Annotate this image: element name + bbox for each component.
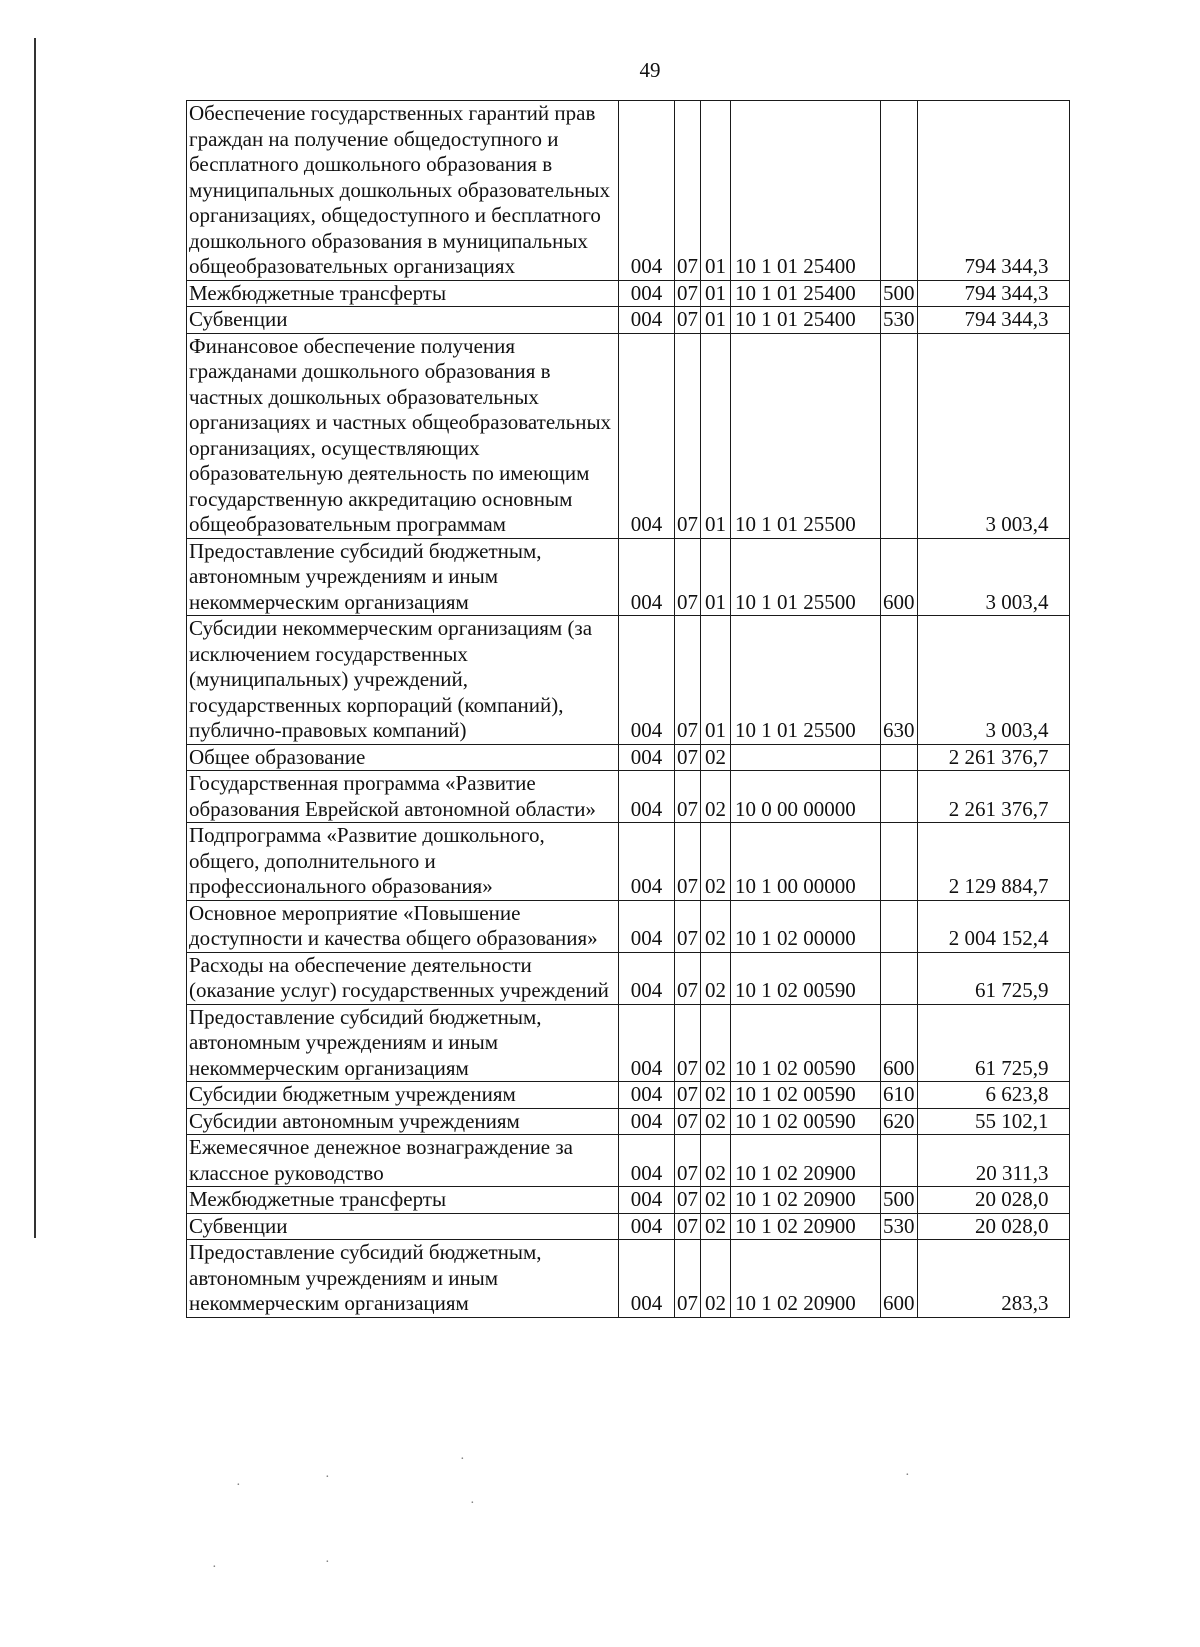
row-name: Предоставление субсидий бюджетным, автономным учреждениям и иным некоммерческим организациям: [187, 1004, 619, 1082]
scan-noise: ·: [905, 1468, 910, 1483]
scan-noise: ·: [470, 1496, 475, 1511]
row-subsection-code: 02: [701, 900, 731, 952]
row-target-article: 10 1 02 20900: [731, 1187, 881, 1214]
row-section-code: 07: [675, 1135, 701, 1187]
table-row: [187, 1108, 1070, 1135]
row-ministry-code: 004: [619, 1187, 675, 1214]
row-subsection-code: 02: [701, 1004, 731, 1082]
row-expense-type: [881, 101, 918, 281]
row-subsection-code: 01: [701, 333, 731, 538]
row-ministry-code: 004: [619, 616, 675, 745]
row-amount: 2 004 152,4: [917, 900, 1069, 952]
scan-noise: ·: [325, 1470, 330, 1485]
row-amount: 794 344,3: [917, 101, 1069, 281]
row-name: Субвенции: [187, 307, 619, 334]
row-section-code: 07: [675, 823, 701, 901]
row-subsection-code: 01: [701, 538, 731, 616]
table-row: [187, 616, 1070, 745]
row-expense-type: [881, 952, 918, 1004]
row-amount: 6 623,8: [917, 1082, 1069, 1109]
row-ministry-code: 004: [619, 744, 675, 771]
row-name: Субсидии автономным учреждениям: [187, 1108, 619, 1135]
row-section-code: 07: [675, 333, 701, 538]
table-row: [187, 538, 1070, 616]
row-amount: 2 129 884,7: [917, 823, 1069, 901]
row-amount: 794 344,3: [917, 280, 1069, 307]
row-name: Подпрограмма «Развитие дошкольного, общего, дополнительного и профессионального образования»: [187, 823, 619, 901]
table-row: [187, 771, 1070, 823]
row-name: Основное мероприятие «Повышение доступности и качества общего образования»: [187, 900, 619, 952]
table-row: [187, 101, 1070, 281]
scan-margin-line: [34, 38, 36, 1238]
row-section-code: 07: [675, 616, 701, 745]
row-subsection-code: 01: [701, 280, 731, 307]
table-row: [187, 333, 1070, 538]
row-target-article: 10 1 01 25400: [731, 101, 881, 281]
table-row: [187, 280, 1070, 307]
table-row: [187, 823, 1070, 901]
page-number: 49: [639, 58, 661, 82]
row-amount: 61 725,9: [917, 1004, 1069, 1082]
row-section-code: 07: [675, 744, 701, 771]
table-row: [187, 1082, 1070, 1109]
row-name: Государственная программа «Развитие образования Еврейской автономной области»: [187, 771, 619, 823]
row-amount: 794 344,3: [917, 307, 1069, 334]
row-expense-type: 600: [881, 1240, 918, 1318]
row-name: Субсидии бюджетным учреждениям: [187, 1082, 619, 1109]
row-expense-type: [881, 900, 918, 952]
row-target-article: 10 1 01 25400: [731, 307, 881, 334]
scan-noise: ·: [460, 1452, 465, 1467]
row-name: Межбюджетные трансферты: [187, 1187, 619, 1214]
row-expense-type: 530: [881, 1213, 918, 1240]
row-ministry-code: 004: [619, 823, 675, 901]
row-section-code: 07: [675, 1187, 701, 1214]
row-target-article: 10 1 02 00590: [731, 1004, 881, 1082]
row-subsection-code: 02: [701, 1135, 731, 1187]
row-name: Предоставление субсидий бюджетным, автономным учреждениям и иным некоммерческим организациям: [187, 1240, 619, 1318]
row-expense-type: 500: [881, 1187, 918, 1214]
row-name: Общее образование: [187, 744, 619, 771]
row-section-code: 07: [675, 1213, 701, 1240]
row-target-article: [731, 744, 881, 771]
table-row: [187, 1187, 1070, 1214]
row-ministry-code: 004: [619, 1135, 675, 1187]
row-subsection-code: 02: [701, 1213, 731, 1240]
row-section-code: 07: [675, 280, 701, 307]
row-section-code: 07: [675, 307, 701, 334]
budget-table: [186, 100, 1070, 1318]
row-subsection-code: 01: [701, 101, 731, 281]
row-section-code: 07: [675, 1004, 701, 1082]
row-target-article: 10 1 02 20900: [731, 1240, 881, 1318]
row-name: Финансовое обеспечение получения гражданами дошкольного образования в частных дошкольных образовательных организациях и частных общеобразовательных организациях, осуществляющих образовательную деятельность по имеющим государственную аккредитацию основным общеобразовательным программам: [187, 333, 619, 538]
table-row: [187, 900, 1070, 952]
row-name: Ежемесячное денежное вознаграждение за классное руководство: [187, 1135, 619, 1187]
row-amount: 20 028,0: [917, 1213, 1069, 1240]
row-subsection-code: 02: [701, 744, 731, 771]
table-body: [187, 101, 1070, 1318]
row-amount: 2 261 376,7: [917, 744, 1069, 771]
row-target-article: 10 1 01 25400: [731, 280, 881, 307]
scan-noise: ·: [236, 1478, 241, 1493]
row-subsection-code: 02: [701, 1240, 731, 1318]
table-row: [187, 1004, 1070, 1082]
row-ministry-code: 004: [619, 1240, 675, 1318]
table-row: [187, 1240, 1070, 1318]
row-target-article: 10 1 02 00590: [731, 1082, 881, 1109]
row-ministry-code: 004: [619, 952, 675, 1004]
row-expense-type: [881, 823, 918, 901]
row-ministry-code: 004: [619, 1082, 675, 1109]
row-expense-type: [881, 771, 918, 823]
row-subsection-code: 01: [701, 307, 731, 334]
row-name: Межбюджетные трансферты: [187, 280, 619, 307]
row-expense-type: 500: [881, 280, 918, 307]
row-ministry-code: 004: [619, 333, 675, 538]
row-amount: 3 003,4: [917, 538, 1069, 616]
row-subsection-code: 02: [701, 1082, 731, 1109]
row-subsection-code: 02: [701, 1108, 731, 1135]
row-target-article: 10 0 00 00000: [731, 771, 881, 823]
scan-noise: ·: [212, 1560, 217, 1575]
row-section-code: 07: [675, 1082, 701, 1109]
row-section-code: 07: [675, 900, 701, 952]
row-subsection-code: 01: [701, 616, 731, 745]
table-row: [187, 1135, 1070, 1187]
row-subsection-code: 02: [701, 952, 731, 1004]
row-target-article: 10 1 02 00590: [731, 1108, 881, 1135]
table-row: [187, 1213, 1070, 1240]
row-amount: 283,3: [917, 1240, 1069, 1318]
table-row: [187, 744, 1070, 771]
row-ministry-code: 004: [619, 307, 675, 334]
row-target-article: 10 1 00 00000: [731, 823, 881, 901]
row-section-code: 07: [675, 1240, 701, 1318]
row-expense-type: 530: [881, 307, 918, 334]
row-expense-type: 600: [881, 1004, 918, 1082]
row-name: Расходы на обеспечение деятельности (оказание услуг) государственных учреждений: [187, 952, 619, 1004]
row-expense-type: [881, 744, 918, 771]
row-name: Обеспечение государственных гарантий прав граждан на получение общедоступного и бесплатного дошкольного образования в муниципальных дошкольных образовательных организациях, общедоступного и бесплатного дошкольного образования в муниципальных общеобразовательных организациях: [187, 101, 619, 281]
row-ministry-code: 004: [619, 1004, 675, 1082]
row-target-article: 10 1 01 25500: [731, 538, 881, 616]
row-target-article: 10 1 02 20900: [731, 1213, 881, 1240]
row-amount: 3 003,4: [917, 333, 1069, 538]
row-subsection-code: 02: [701, 771, 731, 823]
row-name: Субвенции: [187, 1213, 619, 1240]
row-ministry-code: 004: [619, 1108, 675, 1135]
scan-noise: ·: [325, 1555, 330, 1570]
row-ministry-code: 004: [619, 1213, 675, 1240]
table-row: [187, 952, 1070, 1004]
row-section-code: 07: [675, 1108, 701, 1135]
row-section-code: 07: [675, 538, 701, 616]
table-row: [187, 307, 1070, 334]
row-expense-type: [881, 333, 918, 538]
row-ministry-code: 004: [619, 101, 675, 281]
row-subsection-code: 02: [701, 823, 731, 901]
row-name: Предоставление субсидий бюджетным, автономным учреждениям и иным некоммерческим организациям: [187, 538, 619, 616]
row-ministry-code: 004: [619, 900, 675, 952]
row-subsection-code: 02: [701, 1187, 731, 1214]
row-target-article: 10 1 01 25500: [731, 616, 881, 745]
row-target-article: 10 1 01 25500: [731, 333, 881, 538]
row-section-code: 07: [675, 771, 701, 823]
row-amount: 20 311,3: [917, 1135, 1069, 1187]
row-amount: 20 028,0: [917, 1187, 1069, 1214]
row-target-article: 10 1 02 00000: [731, 900, 881, 952]
row-section-code: 07: [675, 101, 701, 281]
row-expense-type: 610: [881, 1082, 918, 1109]
row-ministry-code: 004: [619, 280, 675, 307]
row-section-code: 07: [675, 952, 701, 1004]
row-target-article: 10 1 02 00590: [731, 952, 881, 1004]
row-amount: 3 003,4: [917, 616, 1069, 745]
row-ministry-code: 004: [619, 538, 675, 616]
row-ministry-code: 004: [619, 771, 675, 823]
row-amount: 61 725,9: [917, 952, 1069, 1004]
row-expense-type: 630: [881, 616, 918, 745]
row-expense-type: 620: [881, 1108, 918, 1135]
row-amount: 2 261 376,7: [917, 771, 1069, 823]
row-expense-type: [881, 1135, 918, 1187]
row-expense-type: 600: [881, 538, 918, 616]
row-name: Субсидии некоммерческим организациям (за исключением государственных (муниципальных) учреждений, государственных корпораций (компаний), публично-правовых компаний): [187, 616, 619, 745]
row-amount: 55 102,1: [917, 1108, 1069, 1135]
row-target-article: 10 1 02 20900: [731, 1135, 881, 1187]
